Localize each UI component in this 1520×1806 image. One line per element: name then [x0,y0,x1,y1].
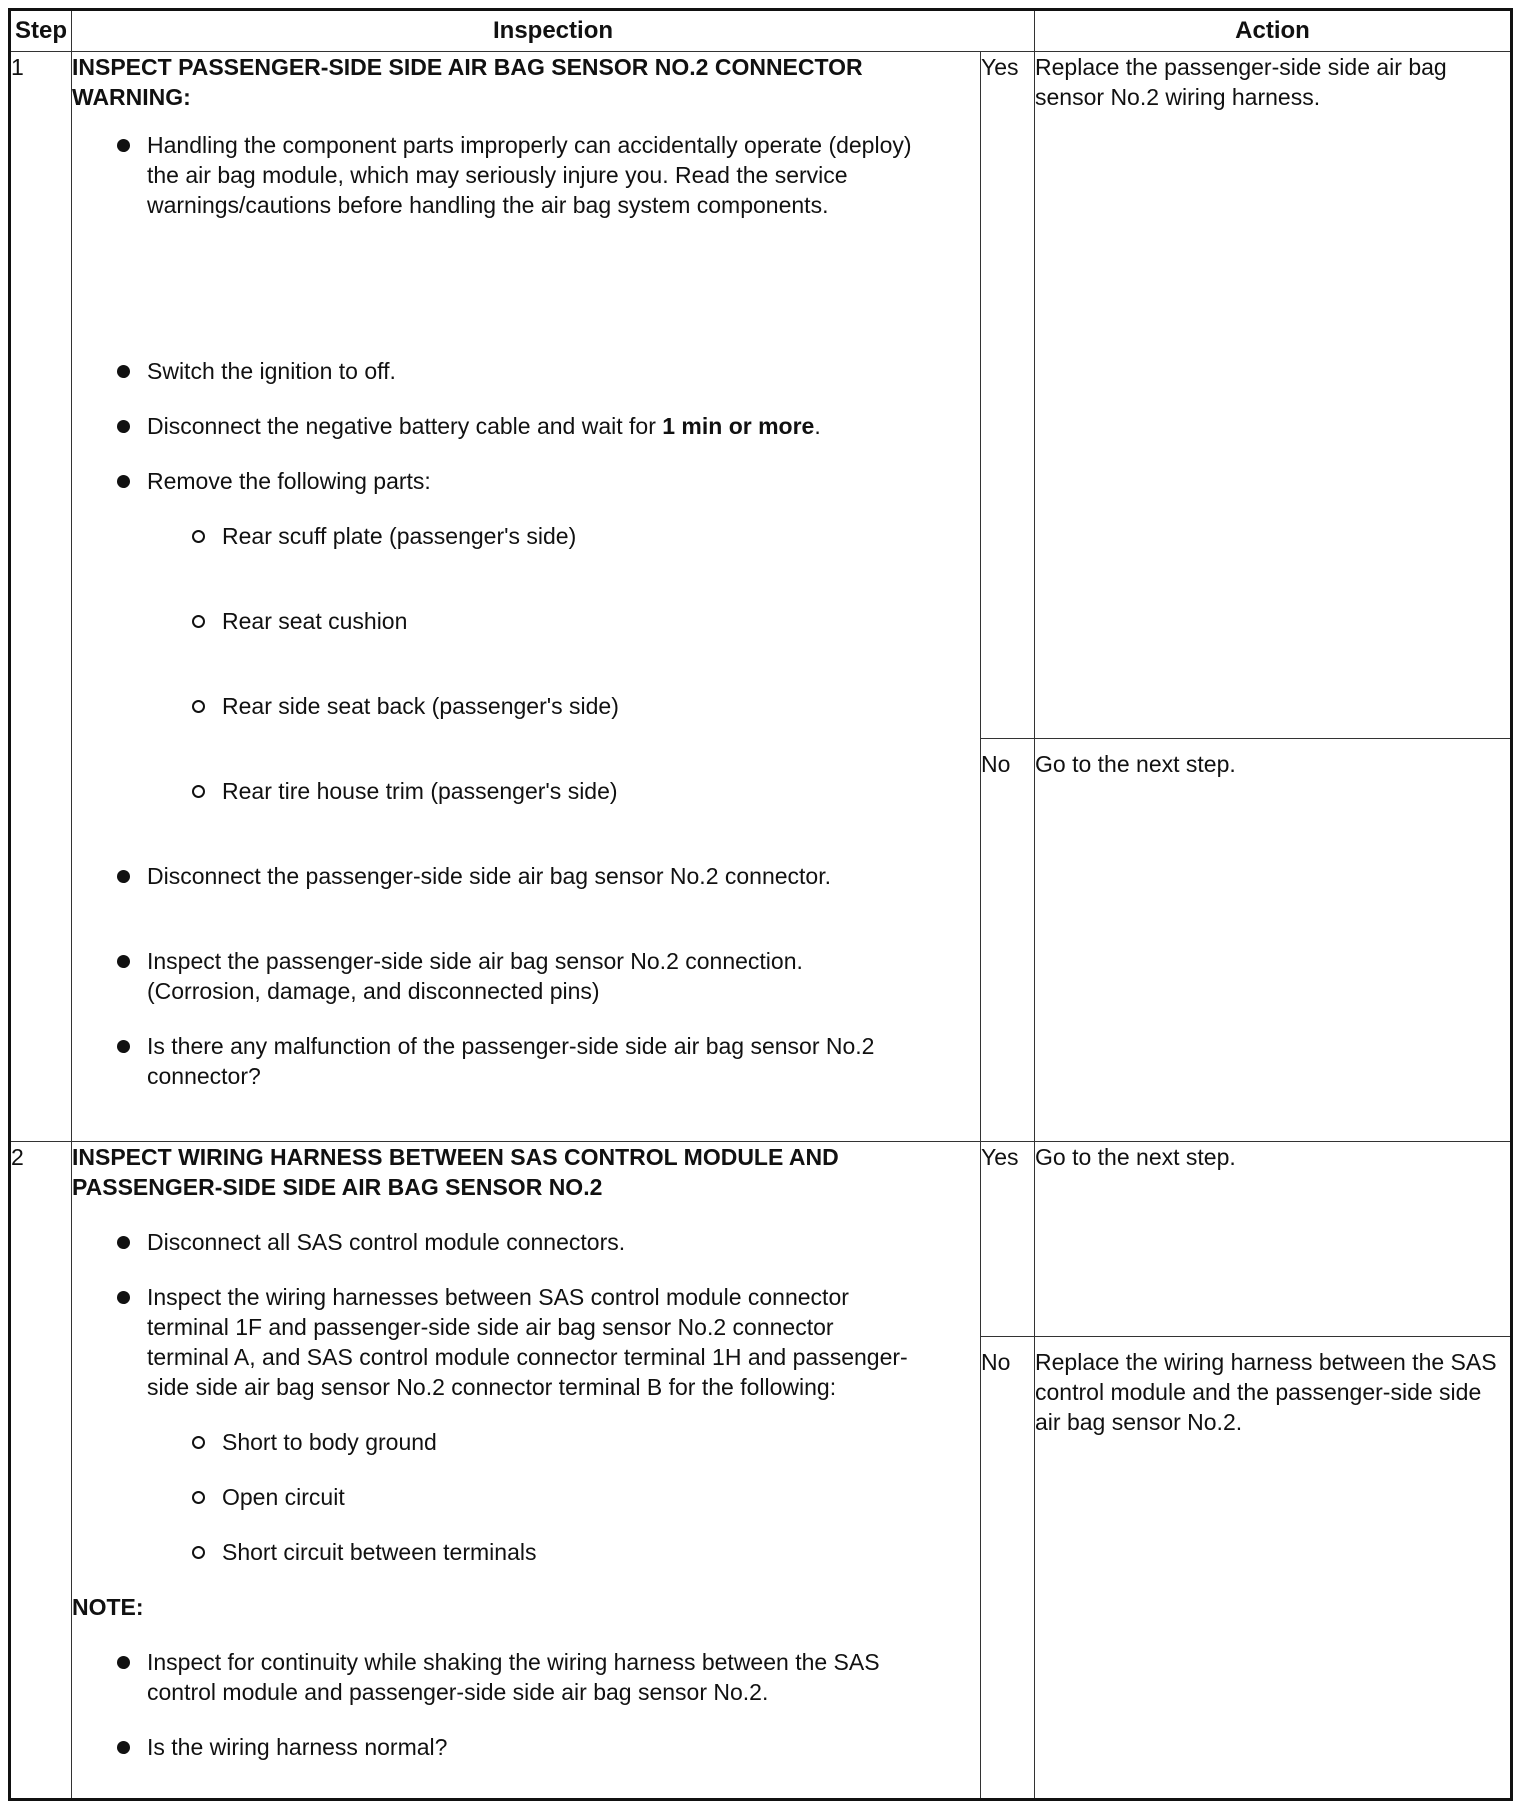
header-row [10,10,1512,52]
step1-bullet-disconnect: Disconnect the passenger-side side air bag sensor No.2 connector. [72,861,980,891]
step1-bullet-ignition: Switch the ignition to off. [72,356,980,386]
step2-no-action: Replace the wiring harness between the SAS control module and the passenger-side side air bag sensor No.2. [1035,1337,1512,1800]
step1-yes-label: Yes [981,52,1035,739]
step1-part-item: Rear side seat back (passenger's side) [72,691,980,721]
step2-bullet-inspect: Inspect the wiring harnesses between SAS control module connector terminal 1F and passenger-side side air bag sensor No.2 connector terminal A, and SAS control module connector terminal 1H and passenger-side side air bag sensor No.2 connector terminal B for the following: [72,1282,980,1402]
step2-inspection [72,1142,981,1800]
step1-row-yes [10,52,1512,739]
header-action: Action [1035,10,1512,52]
step2-note-label: NOTE: [72,1594,144,1620]
step1-warning-item: Handling the component parts improperly can accidentally operate (deploy) the air bag module, which may seriously injure you. Read the service warnings/cautions before handling the air bag system components. [72,130,980,220]
step1-part-item: Rear seat cushion [72,606,980,636]
step1-bullet-inspect: Inspect the passenger-side side air bag sensor No.2 connection. (Corrosion, damage, and disconnected pins) [72,946,980,1006]
step1-number: 1 [10,52,72,1142]
step1-warning-label: WARNING: [72,84,191,110]
step1-part-item: Rear tire house trim (passenger's side) [72,776,980,806]
header-inspection: Inspection [72,10,1035,52]
step1-no-label: No [981,739,1035,1142]
step2-row-yes [10,1142,1512,1337]
step2-title: INSPECT WIRING HARNESS BETWEEN SAS CONTROL MODULE AND PASSENGER-SIDE SIDE AIR BAG SENSOR NO.2 [72,1144,839,1200]
step1-bullet-question: Is there any malfunction of the passenger-side side air bag sensor No.2 connector? [72,1031,980,1091]
step2-check-item: Short circuit between terminals [72,1537,980,1567]
header-step: Step [10,10,72,52]
step1-bullet-remove: Remove the following parts: [72,466,980,496]
step2-check-item: Short to body ground [72,1427,980,1457]
inspection-table [8,8,1513,1801]
step2-bullet-disconnect: Disconnect all SAS control module connectors. [72,1227,980,1257]
step2-bullet-note: Inspect for continuity while shaking the wiring harness between the SAS control module and passenger-side side air bag sensor No.2. [72,1647,980,1707]
step2-no-label: No [981,1337,1035,1800]
step2-bullet-question: Is the wiring harness normal? [72,1732,980,1762]
step2-number: 2 [10,1142,72,1800]
step1-inspection [72,52,981,1142]
step1-yes-action: Replace the passenger-side side air bag sensor No.2 wiring harness. [1035,52,1512,739]
step2-yes-action: Go to the next step. [1035,1142,1512,1337]
step2-check-item: Open circuit [72,1482,980,1512]
step2-yes-label: Yes [981,1142,1035,1337]
step1-bullet-battery: Disconnect the negative battery cable and wait for 1 min or more. [72,411,980,441]
step1-no-action: Go to the next step. [1035,739,1512,1142]
step1-part-item: Rear scuff plate (passenger's side) [72,521,980,551]
step1-title: INSPECT PASSENGER-SIDE SIDE AIR BAG SENSOR NO.2 CONNECTOR [72,54,863,80]
